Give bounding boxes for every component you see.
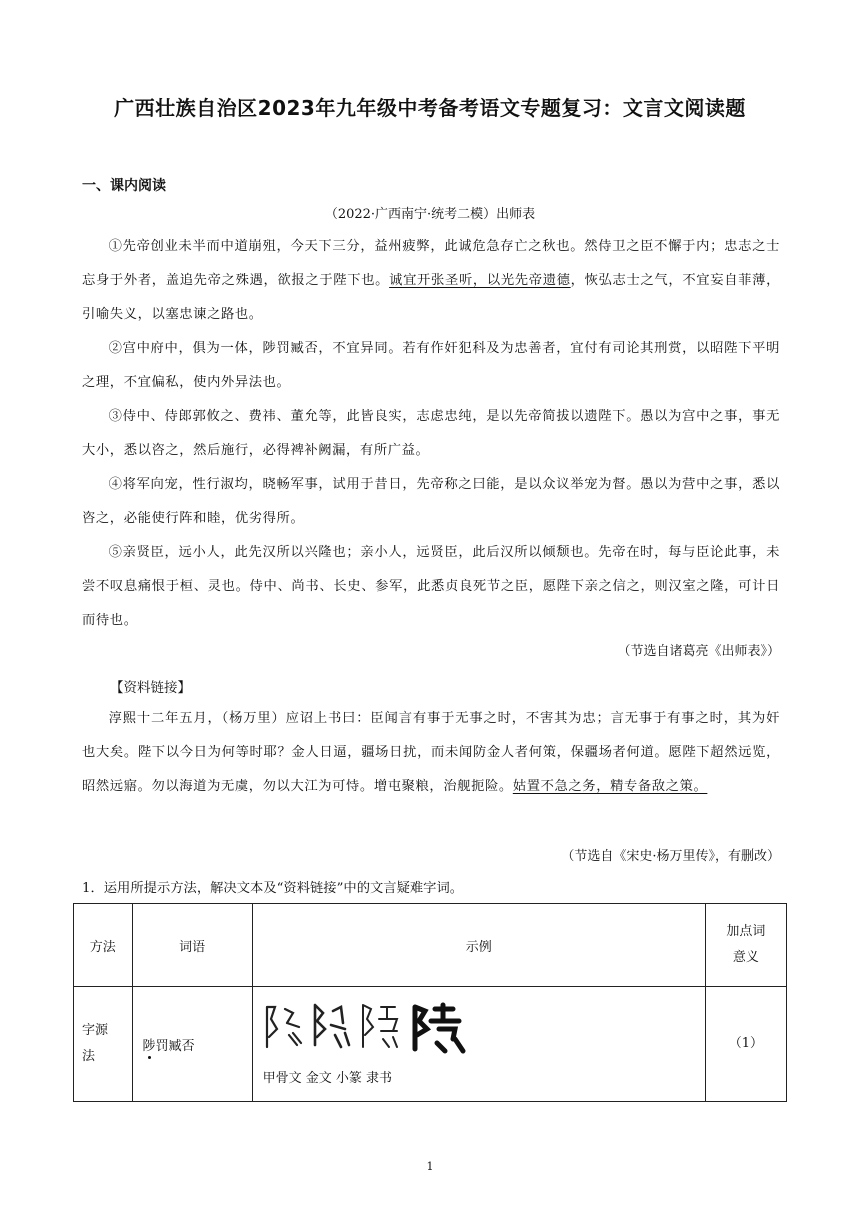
question-1: 1．运用所提示方法，解决文本及“资料链接”中的文言疑难字词。 [82,881,464,896]
script-evolution-image [259,995,479,1061]
page-title: 广西壮族自治区2023年九年级中考备考语文专题复习：文言文阅读题 [114,96,746,120]
paragraph-1-text-end: ，恢弘志士之气，不宜妄自菲薄，引喻失义，以塞忠谏之路也。 [82,273,780,322]
material-link-paragraph [82,702,780,804]
paragraph-1-text: ①先帝创业未半而中道崩殂，今天下三分，益州疲弊，此诚危急存亡之秋也。然侍卫之臣不懈于内；忠志之士忘身于外者，盖追先帝之殊遇，欲报之于陛下也。 [82,239,780,288]
table-row [74,987,787,1102]
word-rest: 罚臧否 [155,1038,195,1054]
script-labels: 甲骨文 金文 小篆 隶书 [262,1071,393,1086]
header-example: 示例 [252,904,705,987]
paragraph-2: ②宫中府中，俱为一体，陟罚臧否，不宜异同。若有作奸犯科及为忠善者，宜付有司论其刑赏，以昭陛下平明之理，不宜偏私，使内外异法也。 [82,341,780,390]
underlined-sentence-1: 诚宜开张圣听，以光先帝遗德 [389,273,571,288]
header-word: 词语 [132,904,252,987]
header-meaning-line1: 加点词 [726,924,766,939]
material-link-heading: 【资料链接】 [110,680,191,696]
answer-cell: （1） [705,987,786,1102]
example-cell [252,987,705,1102]
clerical-script-glyph [415,1005,463,1051]
answer-table [73,903,787,1102]
dotted-character: 陟 [142,1038,156,1054]
word-cell [132,987,252,1102]
page-number: 1 [426,1160,434,1173]
paragraph-1 [82,230,780,332]
paragraph-3: ③侍中、侍郎郭攸之、费祎、董允等，此皆良实，志虑忠纯，是以先帝简拔以遗陛下。愚以为宫中之事，事无大小，悉以咨之，然后施行，必得裨补阙漏，有所广益。 [82,409,780,458]
section-heading: 一、课内阅读 [82,178,166,194]
method-cell [74,987,133,1102]
table-header-row [74,904,787,987]
source-citation-2: （节选自《宋史·杨万里传》，有删改） [561,849,780,864]
paragraph-4: ④将军向宠，性行淑均，晓畅军事，试用于昔日，先帝称之曰能，是以众议举宠为督。愚以为营中之事，悉以咨之，必能使行阵和睦，优劣得所。 [82,477,780,526]
method-line2: 法 [82,1049,96,1064]
header-meaning [705,904,786,987]
seal-script-glyph [363,1005,397,1047]
paragraph-5: ⑤亲贤臣，远小人，此先汉所以兴隆也；亲小人，远贤臣，此后汉所以倾颓也。先帝在时，每与臣论此事，未尝不叹息痛恨于桓、灵也。侍中、尚书、长史、参军，此悉贞良死节之臣，愿陛下亲之信之，则汉室之隆，可计日而待也。 [82,545,780,628]
bronze-glyph [315,1005,349,1047]
method-line1: 字源 [82,1023,109,1038]
oracle-bone-glyph [267,1007,301,1047]
header-meaning-line2: 意义 [732,950,759,965]
passage-subtitle: （2022·广西南宁·统考二模）出师表 [324,207,536,222]
underlined-sentence-2: 姑置不急之务，精专备敌之策。 [512,779,708,794]
material-link-text: 淳熙十二年五月，（杨万里）应诏上书曰：臣闻言有事于无事之时，不害其为忠；言无事于有事之时，其为奸也大矣。陛下以今日为何等时耶？金人日逼，疆场日扰，而未闻防金人者何策，保疆场者何道。愿陛下超然远览，昭然远寤。勿以海道为无虞，勿以大江为可恃。增屯聚粮，治舰扼险。 [82,711,780,794]
source-citation-1: （节选自诸葛亮《出师表》） [617,644,780,659]
header-method: 方法 [74,904,133,987]
